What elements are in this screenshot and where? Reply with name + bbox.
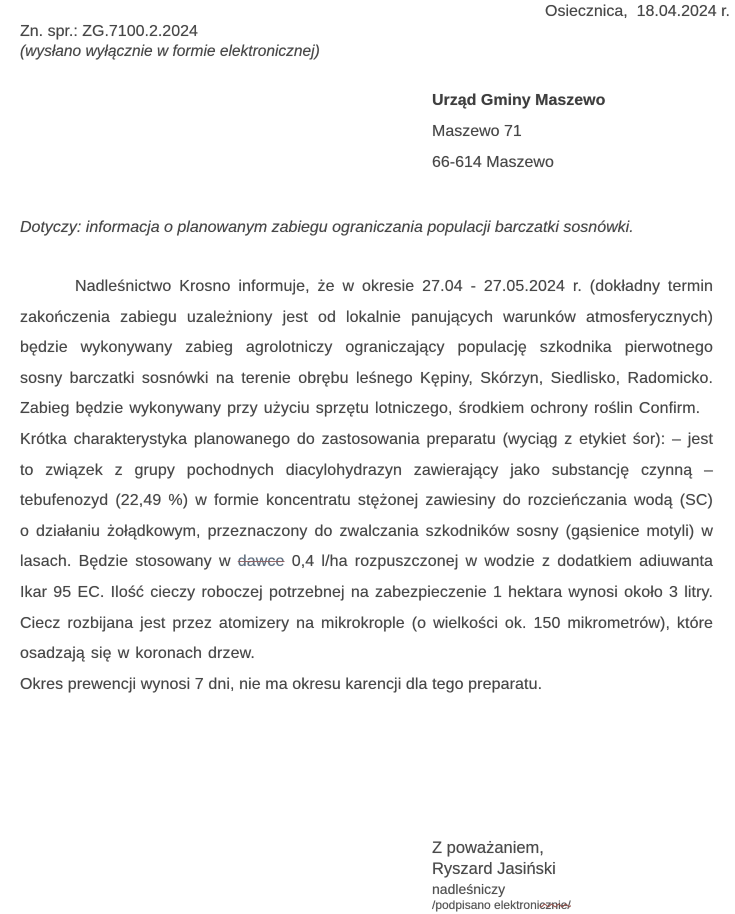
text-segment-before-dawce: Krótka charakterystyka planowanego do zastosowania preparatu (wyciąg z etykiet śor): – jest to związek z grupy pochodnych diacylohydrazyn zawierający jako substancję czynną – tebufenozyd (22,49 %) w formie koncentratu stężonej zawiesiny do rozcieńczania wodą (SC) o działaniu żołądkowym, przeznaczony do zwalczania szkodników sosny (gąsienice motyli) w lasach. Będzie stosowany w bbox=[20, 430, 713, 571]
signature-closing: Z poważaniem, bbox=[432, 839, 544, 857]
esign-note-struck-segment: cznie/ bbox=[539, 898, 571, 912]
recipient-block bbox=[432, 85, 605, 178]
struck-word-dawce: dawce bbox=[237, 553, 285, 571]
subject-line: Dotyczy: informacja o planowanym zabiegu ograniczania populacji barczatki sosnówki. bbox=[20, 219, 634, 236]
case-number: Zn. spr.: ZG.7100.2.2024 bbox=[20, 23, 198, 40]
recipient-name: Urząd Gminy Maszewo bbox=[432, 92, 606, 109]
paragraph-prevention-period: Okres prewencji wynosi 7 dni, nie ma okresu karencji dla tego preparatu. bbox=[20, 675, 543, 693]
paragraph-treatment-info: Nadleśnictwo Krosno informuje, że w okresie 27.04 - 27.05.2024 r. (dokładny termin zakończenia zabiegu uzależniony jest od lokalnie panujących warunków atmosferycznych) będzie wykonywany zabieg agrolotniczy ograniczający populację szkodnika pierwotnego sosny barczatki sosnówki na terenie obrębu leśnego Kępiny, Skórzyn, Siedlisko, Radomicko. Zabieg będzie wykonywany przy użyciu sprzętu lotniczego, środkiem ochrony roślin Confirm. bbox=[20, 278, 713, 418]
esign-note bbox=[432, 898, 571, 912]
text-segment-after-dawce: 0,4 l/ha rozpuszczonej w wodzie z dodatkiem adiuwanta Ikar 95 EC. Ilość cieczy roboczej potrzebnej na zabezpieczenie 1 hektara wynosi około 3 litry. Ciecz rozbijana jest przez atomizery na mikrokrople (o wielkości ok. 150 mikrometrów), które osadzają się w koronach drzew. bbox=[20, 553, 713, 663]
letter-body bbox=[20, 272, 713, 700]
place-date-line: Osiecznica, 18.04.2024 r. bbox=[545, 3, 730, 20]
recipient-address-line2: 66-614 Maszewo bbox=[432, 154, 554, 171]
signature-name: Ryszard Jasiński bbox=[432, 860, 556, 878]
delivery-note: (wysłano wyłącznie w formie elektronicznej) bbox=[20, 43, 320, 60]
esign-note-prefix: /podpisano elektroni bbox=[432, 898, 540, 912]
signature-title: nadleśniczy bbox=[432, 881, 506, 897]
recipient-address-line1: Maszewo 71 bbox=[432, 123, 522, 140]
paragraph-preparation-characteristics bbox=[20, 425, 713, 670]
signature-block bbox=[432, 837, 571, 912]
